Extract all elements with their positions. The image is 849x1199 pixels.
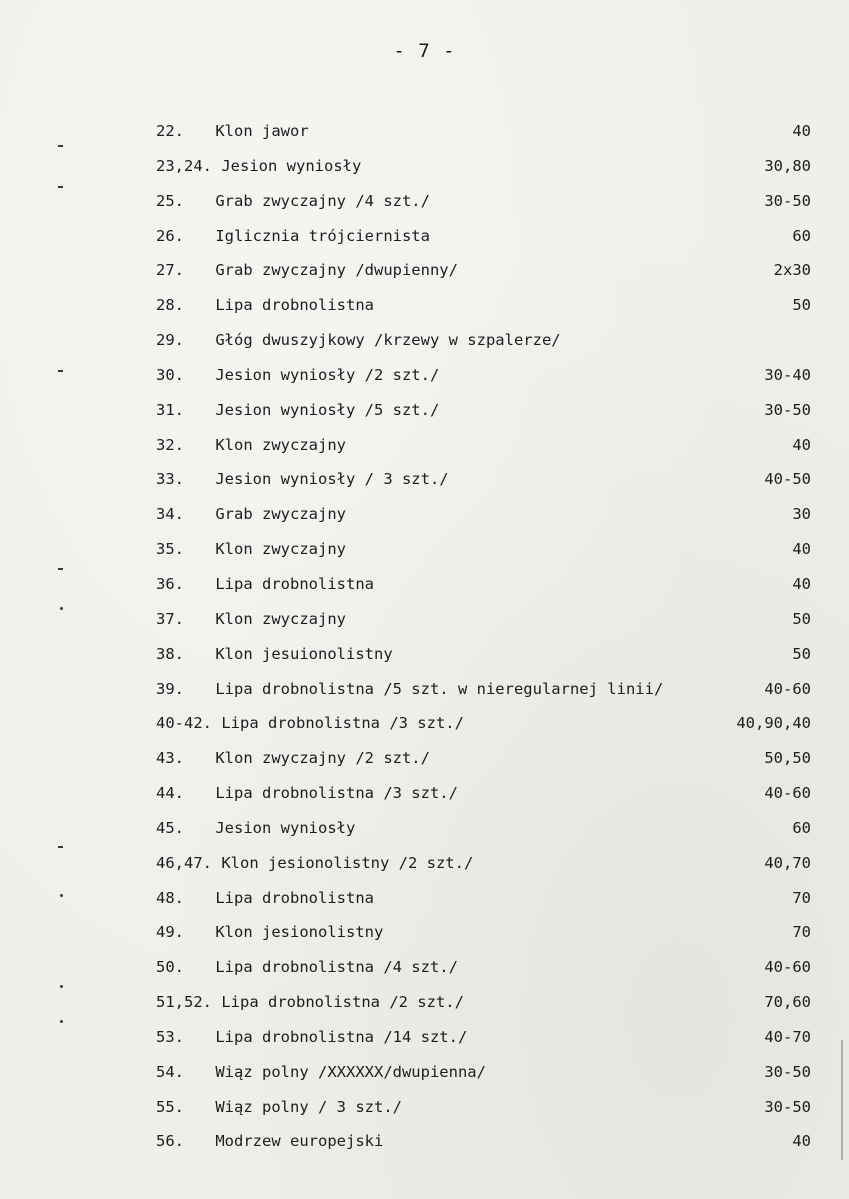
entry-value: 70 bbox=[792, 923, 811, 942]
list-item bbox=[0, 816, 849, 851]
entry-value: 70 bbox=[792, 888, 811, 907]
list-item bbox=[0, 607, 849, 642]
entry-value: 40-60 bbox=[764, 679, 811, 698]
entry-number: 38. bbox=[156, 644, 184, 663]
entry-name: Lipa drobnolistna bbox=[215, 888, 374, 907]
entry-value: 40 bbox=[792, 122, 811, 140]
list-item bbox=[0, 920, 849, 955]
entry-value: 40 bbox=[792, 540, 811, 559]
entry-value: 70,60 bbox=[764, 993, 811, 1012]
list-item bbox=[0, 1060, 849, 1095]
entry-name: Jesion wyniosły /2 szt./ bbox=[215, 365, 440, 384]
entry-value: 2x30 bbox=[773, 261, 811, 280]
entry-number: 50. bbox=[156, 958, 184, 977]
list-item bbox=[0, 224, 849, 259]
entry-number: 46,47. bbox=[156, 853, 212, 872]
entry-value: 40-50 bbox=[764, 470, 811, 489]
entry-name: Lipa drobnolistna /3 szt./ bbox=[221, 714, 464, 733]
entry-number: 26. bbox=[156, 226, 184, 245]
list-item bbox=[0, 642, 849, 677]
entry-name: Grab zwyczajny bbox=[215, 505, 346, 524]
entry-name: Lipa drobnolistna /5 szt. w nieregularnej linii/ bbox=[215, 679, 664, 698]
entry-name: Lipa drobnolistna /14 szt./ bbox=[215, 1027, 468, 1046]
entry-value: 50 bbox=[792, 644, 811, 663]
list-item bbox=[0, 363, 849, 398]
entry-value: 30-50 bbox=[764, 1097, 811, 1116]
list-item bbox=[0, 886, 849, 921]
entry-number: 33. bbox=[156, 470, 184, 489]
entry-name: Grab zwyczajny /dwupienny/ bbox=[215, 261, 458, 280]
entry-number: 53. bbox=[156, 1027, 184, 1046]
entry-number: 28. bbox=[156, 296, 184, 315]
entry-number: 29. bbox=[156, 331, 184, 350]
entry-name: Głóg dwuszyjkowy /krzewy w szpalerze/ bbox=[215, 331, 561, 350]
entry-number: 22. bbox=[156, 122, 184, 140]
entry-name: Lipa drobnolistna /2 szt./ bbox=[221, 993, 464, 1012]
entry-number: 54. bbox=[156, 1062, 184, 1081]
entry-number: 55. bbox=[156, 1097, 184, 1116]
entry-name: Klon zwyczajny bbox=[215, 435, 346, 454]
list-item bbox=[0, 781, 849, 816]
entry-value: 30-40 bbox=[764, 365, 811, 384]
entry-value: 60 bbox=[792, 226, 811, 245]
entry-name: Klon jesionolistny /2 szt./ bbox=[221, 853, 474, 872]
entry-name: Lipa drobnolistna bbox=[215, 296, 374, 315]
list-item bbox=[0, 293, 849, 328]
entry-value: 30,80 bbox=[764, 156, 811, 175]
entry-number: 37. bbox=[156, 609, 184, 628]
entry-number: 31. bbox=[156, 400, 184, 419]
list-item bbox=[0, 1129, 849, 1164]
list-item bbox=[0, 154, 849, 189]
entry-value: 40-70 bbox=[764, 1027, 811, 1046]
entry-name: Klon zwyczajny bbox=[215, 540, 346, 559]
entry-name: Wiąz polny / 3 szt./ bbox=[215, 1097, 402, 1116]
entry-number: 43. bbox=[156, 749, 184, 768]
list-item bbox=[0, 119, 849, 154]
entry-number: 30. bbox=[156, 365, 184, 384]
list-item bbox=[0, 677, 849, 712]
entry-value: 50 bbox=[792, 609, 811, 628]
list-item bbox=[0, 990, 849, 1025]
entry-number: 32. bbox=[156, 435, 184, 454]
entry-value: 40 bbox=[792, 1132, 811, 1151]
entry-name: Klon zwyczajny /2 szt./ bbox=[215, 749, 430, 768]
entry-value: 50,50 bbox=[764, 749, 811, 768]
entry-name: Klon jawor bbox=[215, 122, 309, 140]
entry-name: Modrzew europejski bbox=[215, 1132, 384, 1151]
list-item bbox=[0, 502, 849, 537]
entry-value: 30 bbox=[792, 505, 811, 524]
entry-name: Lipa drobnolistna /3 szt./ bbox=[215, 784, 458, 803]
list-item bbox=[0, 1095, 849, 1130]
entry-name: Klon jesuionolistny bbox=[215, 644, 393, 663]
entry-name: Iglicznia trójciernista bbox=[215, 226, 430, 245]
entry-number: 25. bbox=[156, 191, 184, 210]
entry-number: 40-42. bbox=[156, 714, 212, 733]
list-item bbox=[0, 1025, 849, 1060]
entry-value: 30-50 bbox=[764, 1062, 811, 1081]
entry-name: Jesion wyniosły /5 szt./ bbox=[215, 400, 440, 419]
entry-number: 34. bbox=[156, 505, 184, 524]
entry-number: 35. bbox=[156, 540, 184, 559]
entry-name: Grab zwyczajny /4 szt./ bbox=[215, 191, 430, 210]
entry-number: 56. bbox=[156, 1132, 184, 1151]
entry-name: Lipa drobnolistna bbox=[215, 574, 374, 593]
entry-number: 45. bbox=[156, 818, 184, 837]
entry-value: 60 bbox=[792, 818, 811, 837]
list-item bbox=[0, 851, 849, 886]
entry-value: 30-50 bbox=[764, 191, 811, 210]
list-item bbox=[0, 328, 849, 363]
entry-value: 40 bbox=[792, 435, 811, 454]
entry-name: Klon jesionolistny bbox=[215, 923, 384, 942]
list-item bbox=[0, 258, 849, 293]
entry-name: Jesion wyniosły bbox=[215, 818, 356, 837]
list-item bbox=[0, 467, 849, 502]
entry-name: Jesion wyniosły bbox=[221, 156, 362, 175]
entry-number: 49. bbox=[156, 923, 184, 942]
entry-number: 27. bbox=[156, 261, 184, 280]
entry-value: 40 bbox=[792, 574, 811, 593]
list-item bbox=[0, 398, 849, 433]
entry-number: 44. bbox=[156, 784, 184, 803]
entry-name: Lipa drobnolistna /4 szt./ bbox=[215, 958, 458, 977]
entry-number: 36. bbox=[156, 574, 184, 593]
entry-value: 30-50 bbox=[764, 400, 811, 419]
entry-value: 40-60 bbox=[764, 958, 811, 977]
entry-name: Jesion wyniosły / 3 szt./ bbox=[215, 470, 449, 489]
list-item bbox=[0, 189, 849, 224]
entry-value: 40,70 bbox=[764, 853, 811, 872]
entry-value: 40,90,40 bbox=[736, 714, 811, 733]
list-item bbox=[0, 746, 849, 781]
entry-value: 50 bbox=[792, 296, 811, 315]
entry-name: Wiąz polny /XXXXXX/dwupienna/ bbox=[215, 1062, 486, 1081]
list-item bbox=[0, 711, 849, 746]
entry-value: 40-60 bbox=[764, 784, 811, 803]
list-item bbox=[0, 955, 849, 990]
entry-name: Klon zwyczajny bbox=[215, 609, 346, 628]
entry-number: 23,24. bbox=[156, 156, 212, 175]
list-item bbox=[0, 433, 849, 468]
page-number: - 7 - bbox=[393, 40, 456, 62]
entry-number: 51,52. bbox=[156, 993, 212, 1012]
entry-number: 39. bbox=[156, 679, 184, 698]
list-item bbox=[0, 572, 849, 607]
list-item bbox=[0, 537, 849, 572]
tree-list bbox=[0, 119, 849, 1164]
entry-number: 48. bbox=[156, 888, 184, 907]
